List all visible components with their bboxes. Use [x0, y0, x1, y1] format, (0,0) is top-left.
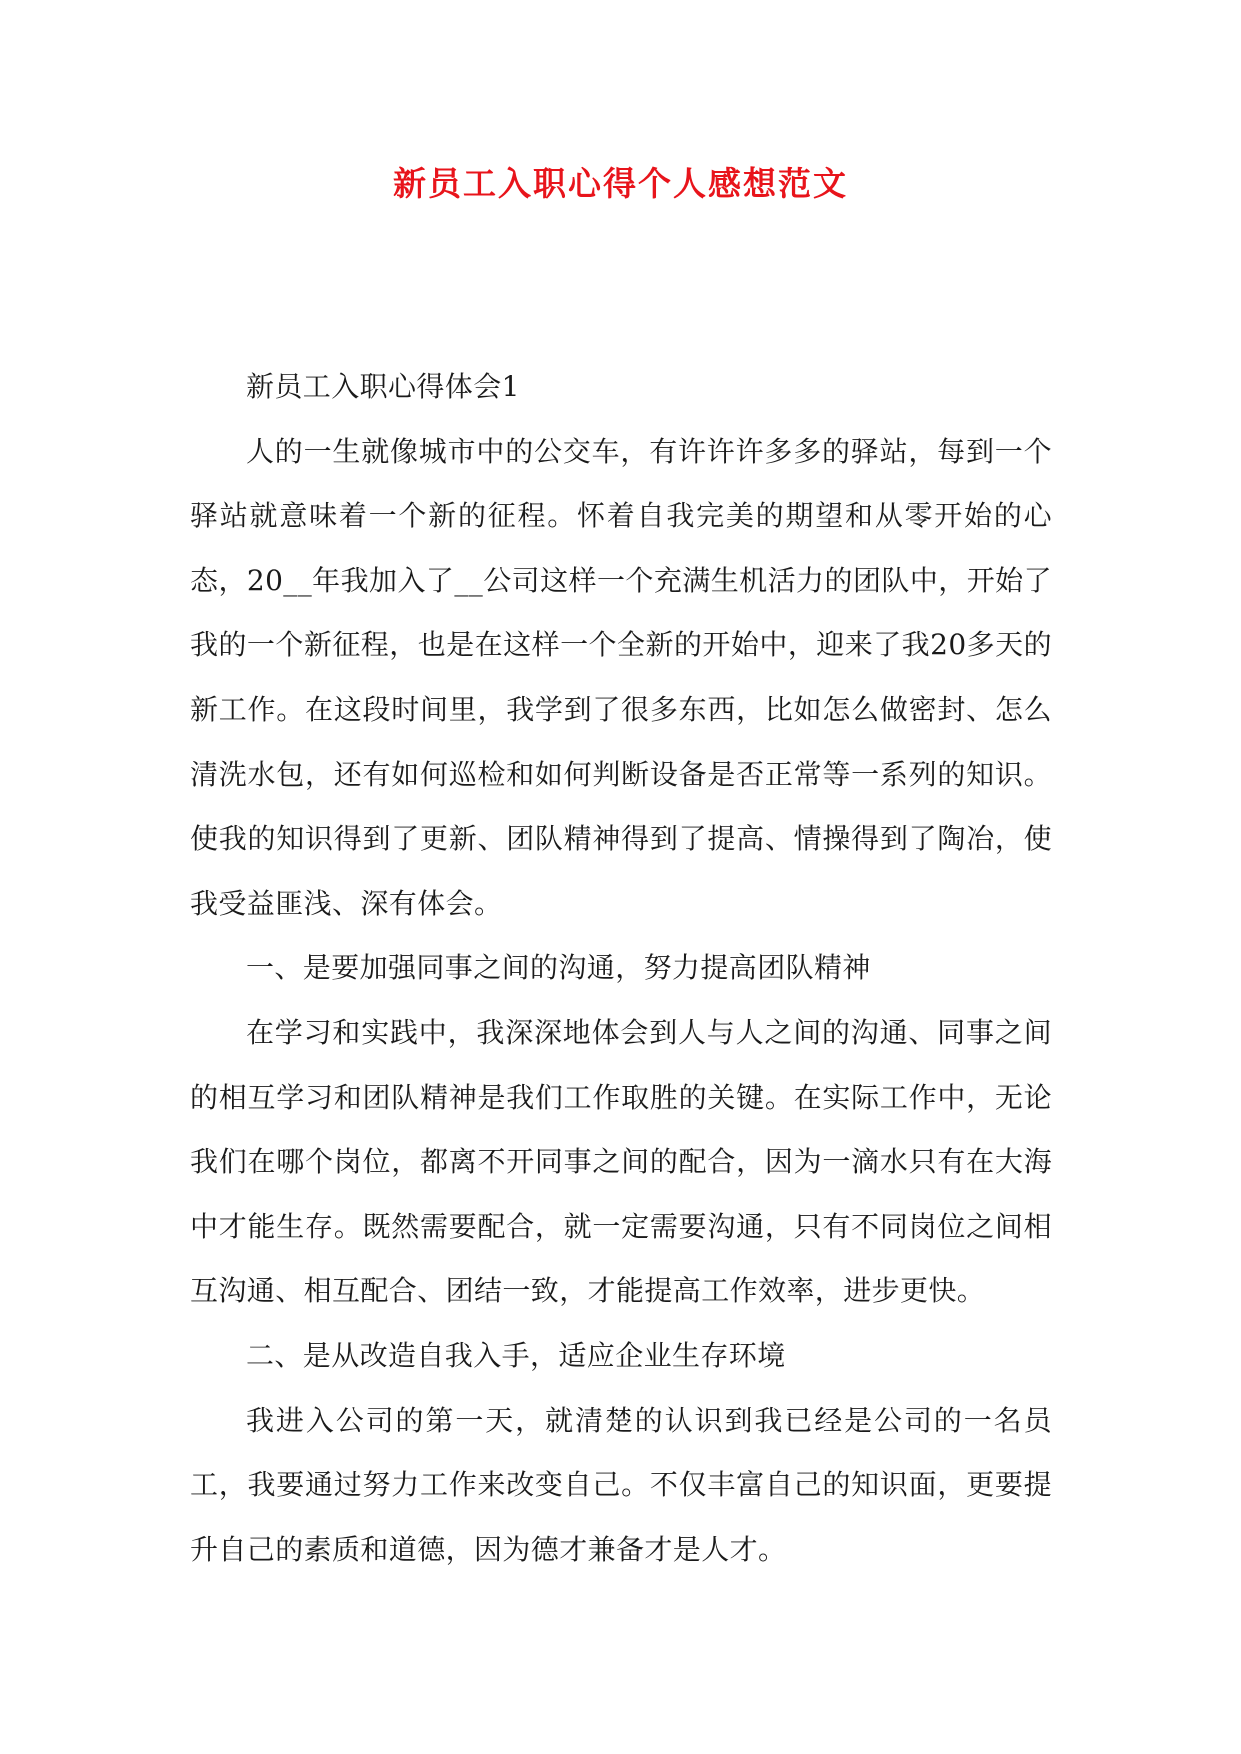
- subsection-heading: 一、是要加强同事之间的沟通，努力提高团队精神: [246, 951, 871, 985]
- section-heading: 新员工入职心得体会1: [246, 370, 520, 403]
- body-paragraph: 我进入公司的第一天，就清楚的认识到我已经是公司的一名员工，我要通过努力工作来改变自己。不仅丰富自己的知识面，更要提升自己的素质和道德，因为德才兼备才是人才。: [190, 1403, 1052, 1566]
- document-body: [190, 355, 1052, 1582]
- body-paragraph: 人的一生就像城市中的公交车，有许许许多多的驿站，每到一个驿站就意味着一个新的征程。怀着自我完美的期望和从零开始的心态，20__年我加入了__公司这样一个充满生机活力的团队中，开始了我的一个新征程，也是在这样一个全新的开始中，迎来了我20多天的新工作。在这段时间里，我学到了很多东西，比如怎么做密封、怎么清洗水包，还有如何巡检和如何判断设备是否正常等一系列的知识。使我的知识得到了更新、团队精神得到了提高、情操得到了陶冶，使我受益匪浅、深有体会。: [190, 434, 1052, 920]
- page-title: 新员工入职心得个人感想范文: [393, 164, 848, 203]
- subsection-heading: 二、是从改造自我入手，适应企业生存环境: [246, 1338, 786, 1372]
- body-paragraph: 在学习和实践中，我深深地体会到人与人之间的沟通、同事之间的相互学习和团队精神是我们工作取胜的关键。在实际工作中，无论我们在哪个岗位，都离不开同事之间的配合，因为一滴水只有在大海中才能生存。既然需要配合，就一定需要沟通，只有不同岗位之间相互沟通、相互配合、团结一致，才能提高工作效率，进步更快。: [190, 1015, 1052, 1308]
